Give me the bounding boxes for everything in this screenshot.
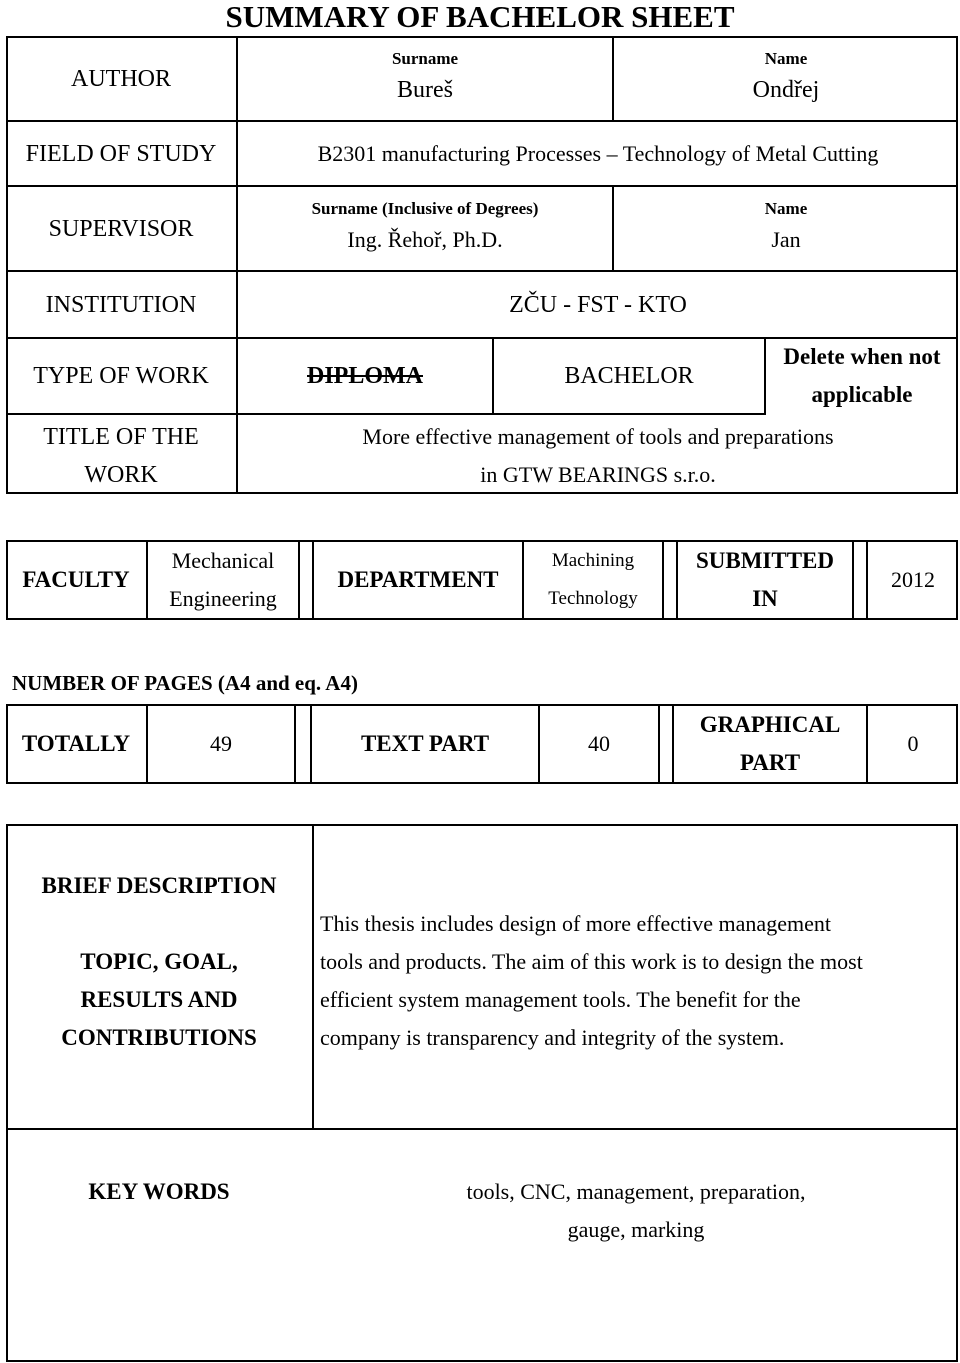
text-part-value: 40: [588, 731, 610, 756]
title-of-work-label: TITLE OF THE WORK: [43, 424, 199, 488]
keywords-label: KEY WORDS: [88, 1179, 230, 1204]
faculty-label: FACULTY: [22, 567, 130, 592]
pages-heading: NUMBER OF PAGES (A4 and eq. A4): [12, 671, 358, 695]
sheet-title: SUMMARY OF BACHELOR SHEET: [225, 0, 735, 34]
supervisor-name: Jan: [771, 226, 801, 252]
author-name-cell: [614, 36, 958, 121]
text-part-label: TEXT PART: [360, 731, 490, 756]
supervisor-surname-cell: [238, 186, 612, 271]
institution-label: INSTITUTION: [45, 291, 197, 318]
type-of-work-label: TYPE OF WORK: [33, 363, 209, 389]
institution-value: ZČU - FST - KTO: [509, 291, 687, 318]
graphical-part-value: 0: [907, 731, 919, 756]
supervisor-surname: Ing. Řehoř, Ph.D.: [347, 226, 503, 252]
type-option-diploma: DIPLOMA: [307, 363, 423, 389]
author-surname: Bureš: [397, 76, 453, 103]
title-of-work-value: More effective management of tools and preparations in GTW BEARINGS s.r.o.: [362, 424, 834, 487]
author-surname-cell: [238, 36, 612, 121]
totally-label: TOTALLY: [21, 731, 131, 756]
type-option-bachelor: BACHELOR: [564, 363, 694, 389]
supervisor-label: SUPERVISOR: [48, 215, 194, 242]
delete-note: Delete when not applicable: [783, 344, 941, 407]
department-value: Machining Technology: [548, 550, 638, 609]
field-of-study-value: B2301 manufacturing Processes – Technology of Metal Cutting: [317, 140, 879, 166]
author-name: Ondřej: [752, 76, 820, 103]
field-of-study-label: FIELD OF STUDY: [25, 140, 217, 167]
totally-value: 49: [210, 731, 232, 756]
author-label: AUTHOR: [71, 65, 171, 92]
supervisor-name-label: Name: [764, 198, 808, 218]
author-surname-label: Surname: [391, 48, 459, 68]
submitted-year: 2012: [891, 567, 935, 592]
keywords-value: tools, CNC, management, preparation, gauge, marking: [466, 1179, 806, 1242]
description-label: BRIEF DESCRIPTION TOPIC, GOAL, RESULTS AND CONTRIBUTIONS: [41, 873, 277, 1050]
graphical-part-label: GRAPHICAL PART: [699, 712, 841, 775]
submitted-label: SUBMITTED IN: [695, 548, 835, 611]
supervisor-surname-label: Surname (Inclusive of Degrees): [311, 198, 539, 218]
supervisor-name-cell: [614, 186, 958, 271]
department-label: DEPARTMENT: [337, 567, 499, 592]
description-text: This thesis includes design of more effective management tools and products. The aim of this work is to design the most efficient system management tools. The benefit for the company is transparency and integrity of the system.: [320, 911, 863, 1050]
author-name-label: Name: [764, 48, 808, 68]
faculty-value: Mechanical Engineering: [169, 548, 277, 611]
